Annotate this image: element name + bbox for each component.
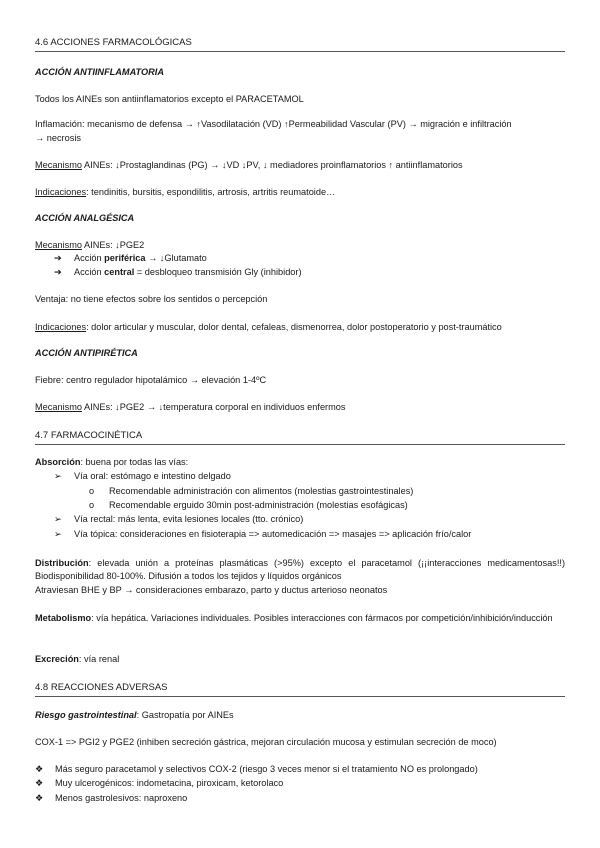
list-item-accion-periferica: ➔ Acción periférica → ↓Glutamato — [54, 253, 207, 263]
subtitle-accion-analgesica: ACCIÓN ANALGÉSICA — [35, 213, 135, 223]
mecanismo-label: Mecanismo — [35, 402, 82, 412]
riesgo-label: Riesgo gastrointestinal — [35, 710, 137, 720]
absorcion-line: Absorción: buena por todas las vías: — [35, 457, 189, 467]
inflamacion-label: Inflamación — [35, 119, 82, 129]
distribucion-paragraph: Distribución: elevada unión a proteínas plasmáticas (>95%) excepto el paracetamol (¡¡interacciones medicamentosas!!) Biodisponibilidad 80-100%. Difusión a todos los tejidos y líquidos orgánicos — [35, 558, 565, 582]
analgesica-indicaciones — [35, 322, 502, 334]
list-item-via-rectal: ➢ Vía rectal: más lenta, evita lesiones locales (tto. crónico) — [54, 514, 304, 524]
diamond-bullet-icon: ❖ — [35, 778, 44, 788]
list-item-accion-central: ➔ Acción central = desbloqueo transmisión Gly (inhibidor) — [54, 267, 302, 277]
mecanismo-text: AINEs: ↓PGE2 — [81, 240, 145, 250]
mecanismo-text: AINEs: ↓Prostaglandinas (PG) → ↓VD ↓PV, ↓ mediadores proinflamatorios ↑ antiinflamatorios — [81, 160, 463, 170]
list-item-via-oral: ➢ Vía oral: estómago e intestino delgado — [54, 471, 231, 481]
section-heading-4-7: 4.7 FARMACOCINÉTICA — [35, 430, 565, 445]
metabolismo-paragraph: Metabolismo: vía hepática. Variaciones individuales. Posibles interacciones con fármacos por competición/inhibición/inducción — [35, 613, 553, 623]
excrecion-line: Excreción: vía renal — [35, 654, 120, 664]
mecanismo-text: AINEs: ↓PGE2 → ↓temperatura corporal en individuos enfermos — [81, 402, 346, 412]
circle-bullet-icon: o — [89, 486, 95, 496]
antipiretica-mecanismo — [35, 402, 345, 414]
mecanismo-label: Mecanismo — [35, 240, 82, 250]
cox-line: COX-1 => PGI2 y PGE2 (inhiben secreción gástrica, mejoran circulación mucosa y estimulan secreción de moco) — [35, 737, 497, 747]
distribucion-label: Distribución — [35, 558, 89, 568]
subtitle-accion-antiinflamatoria: ACCIÓN ANTIINFLAMATORIA — [35, 67, 164, 77]
subtitle-accion-antipiretica: ACCIÓN ANTIPIRÉTICA — [35, 348, 138, 358]
section-heading-4-8: 4.8 REACCIONES ADVERSAS — [35, 682, 565, 697]
triangle-bullet-icon: ➢ — [54, 471, 62, 481]
indicaciones-label: Indicaciones — [35, 322, 87, 332]
inflamacion-line — [35, 119, 512, 131]
analgesica-ventaja: Ventaja: no tiene efectos sobre los sentidos o percepción — [35, 294, 268, 304]
antiinflam-intro: Todos los AINEs son antiinflamatorios excepto el PARACETAMOL — [35, 94, 304, 104]
list-item-sub-alimentos: o Recomendable administración con alimentos (molestias gastrointestinales) — [89, 486, 414, 496]
inflamacion-text: : mecanismo de defensa → ↑Vasodilatación (VD) ↑Permeabilidad Vascular (PV) → migración e infiltración — [81, 119, 512, 129]
antiinflam-mecanismo — [35, 160, 463, 172]
section-heading-4-6: 4.6 ACCIONES FARMACOLÓGICAS — [35, 37, 565, 52]
mecanismo-label: Mecanismo — [35, 160, 82, 170]
riesgo-line: Riesgo gastrointestinal: Gastropatía por AINEs — [35, 710, 234, 720]
indicaciones-text: : tendinitis, bursitis, espondilitis, artrosis, artritis reumatoide… — [86, 187, 336, 197]
antiinflam-indicaciones — [35, 187, 335, 199]
inflamacion-continuation: → necrosis — [35, 133, 81, 143]
excrecion-label: Excreción — [35, 654, 79, 664]
barreras-line: Atraviesan BHE y BP → consideraciones embarazo, parto y ductus arterioso neonatos — [35, 585, 388, 595]
list-item-mas-seguro: ❖ Más seguro paracetamol y selectivos COX-2 (riesgo 3 veces menor si el tratamiento NO es prolongado) — [35, 764, 478, 774]
triangle-bullet-icon: ➢ — [54, 514, 62, 524]
metabolismo-label: Metabolismo — [35, 613, 92, 623]
list-item-ulcerogenicos: ❖ Muy ulcerogénicos: indometacina, piroxicam, ketorolaco — [35, 778, 284, 788]
arrow-icon: ➔ — [54, 267, 62, 277]
indicaciones-label: Indicaciones — [35, 187, 87, 197]
arrow-icon: ➔ — [54, 253, 62, 263]
analgesica-mecanismo — [35, 240, 144, 252]
list-item-via-topica: ➢ Vía tópica: consideraciones en fisioterapia => automedicación => masajes => aplicación frío/calor — [54, 529, 472, 539]
list-item-menos-gastrolesivos: ❖ Menos gastrolesivos: naproxeno — [35, 793, 188, 803]
circle-bullet-icon: o — [89, 500, 95, 510]
diamond-bullet-icon: ❖ — [35, 793, 44, 803]
triangle-bullet-icon: ➢ — [54, 529, 62, 539]
indicaciones-text: : dolor articular y muscular, dolor dental, cefaleas, dismenorrea, dolor postoperatorio y post-traumático — [86, 322, 502, 332]
list-item-sub-erguido: o Recomendable erguido 30min post-administración (molestias esofágicas) — [89, 500, 408, 510]
absorcion-label: Absorción — [35, 457, 81, 467]
diamond-bullet-icon: ❖ — [35, 764, 44, 774]
antipiretica-fiebre: Fiebre: centro regulador hipotalámico → elevación 1-4ºC — [35, 375, 267, 385]
